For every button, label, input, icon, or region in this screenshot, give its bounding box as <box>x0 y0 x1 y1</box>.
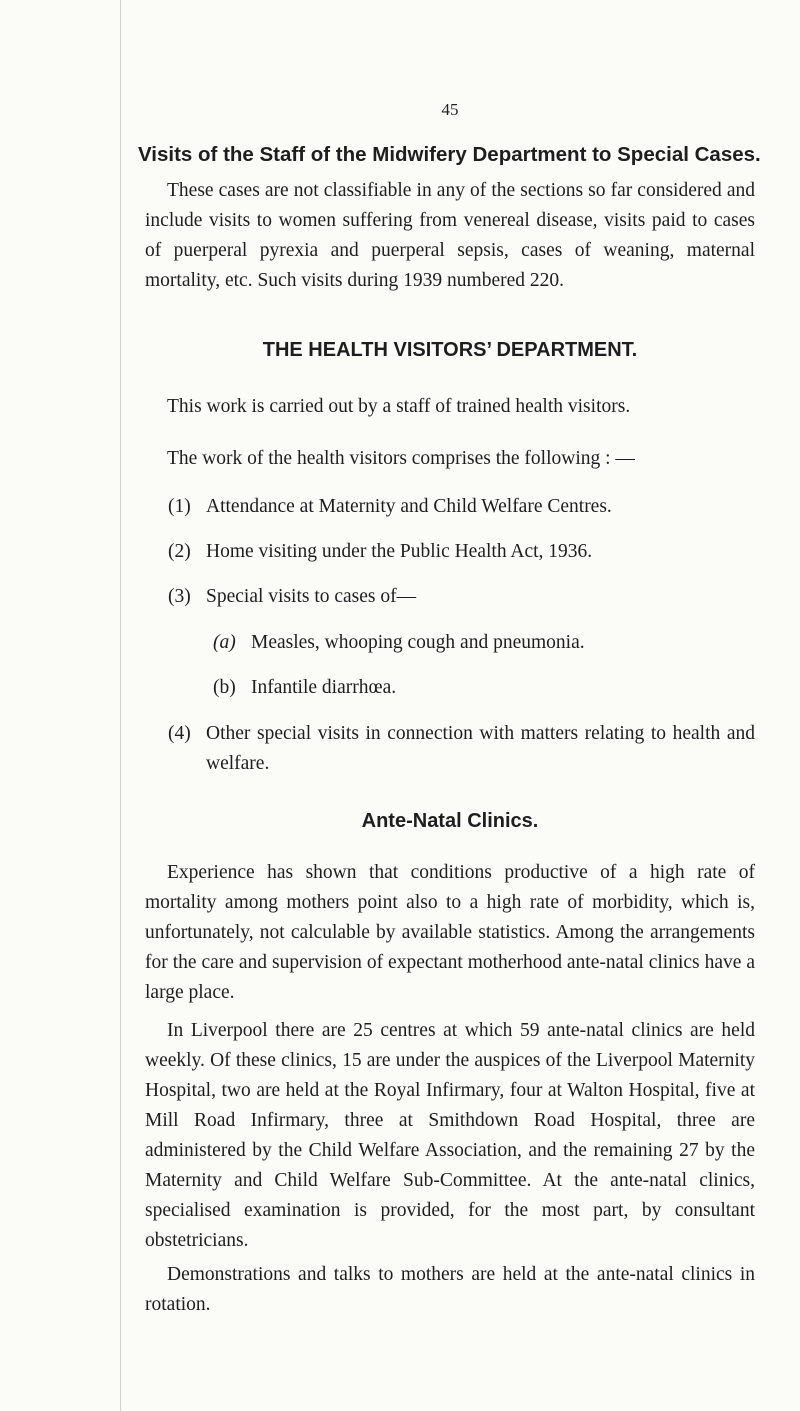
health-visitors-intro: This work is carried out by a staff of trained health visitors. <box>167 396 631 417</box>
list-number: (4) <box>168 723 191 744</box>
health-visitors-heading: THE HEALTH VISITORS’ DEPARTMENT. <box>262 339 638 361</box>
list-text: Home visiting under the Public Health Act, 1936. <box>206 541 593 562</box>
midwifery-heading: Visits of the Staff of the Midwifery Department to Special Cases. <box>138 143 761 166</box>
list-number: (3) <box>168 586 191 607</box>
list-text: Other special visits in connection with matters relating to health and welfare. <box>206 723 755 774</box>
list-text: Infantile diarrhœa. <box>251 677 397 698</box>
list-number: (2) <box>168 541 191 562</box>
ante-natal-paragraph-3: Demonstrations and talks to mothers are held at the ante-natal clinics in rotation. <box>145 1264 755 1315</box>
page-edge-line <box>120 0 121 1411</box>
list-text: Attendance at Maternity and Child Welfare Centres. <box>206 496 612 517</box>
list-number: (b) <box>213 677 236 698</box>
list-item-2 <box>168 537 755 567</box>
list-number: (1) <box>168 496 191 517</box>
ante-natal-paragraph-2: In Liverpool there are 25 centres at which 59 ante-natal clinics are held weekly. Of these clinics, 15 are under the auspices of the Liverpool Maternity Hospital, two are held at the Royal Infirmary, four at Walton Hospital, five at Mill Road Infirmary, three at Smithdown Road Hospital, three are administered by the Child Welfare Association, and the remaining 27 by the Maternity and Child Welfare Sub-Committee. At the ante-natal clinics, specialised examination is provided, for the most part, by consultant obstetricians. <box>145 1020 755 1251</box>
midwifery-paragraph: These cases are not classifiable in any of the sections so far considered and include visits to women suffering from venereal disease, visits paid to cases of puerperal pyrexia and puerperal sepsis, cases of weaning, maternal mortality, etc. Such visits during 1939 numbered 220. <box>145 180 755 291</box>
list-item-4 <box>168 719 755 779</box>
list-item-3 <box>168 582 755 612</box>
sub-list-item-b <box>213 673 755 703</box>
ante-natal-paragraph-1: Experience has shown that conditions productive of a high rate of mortality among mothers point also to a high rate of morbidity, which is, unfortunately, not calculable by available statistics. Among the arrangements for the care and supervision of expectant motherhood ante-natal clinics have a large place. <box>145 862 755 1003</box>
list-item-1 <box>168 492 755 522</box>
sub-list-item-a <box>213 628 755 658</box>
health-visitors-lead: The work of the health visitors comprises the following : — <box>167 448 635 469</box>
page-number: 45 <box>441 100 459 119</box>
list-number: (a) <box>213 632 236 653</box>
list-text: Measles, whooping cough and pneumonia. <box>251 632 585 653</box>
ante-natal-heading: Ante-Natal Clinics. <box>361 810 539 832</box>
list-text: Special visits to cases of— <box>206 586 417 607</box>
